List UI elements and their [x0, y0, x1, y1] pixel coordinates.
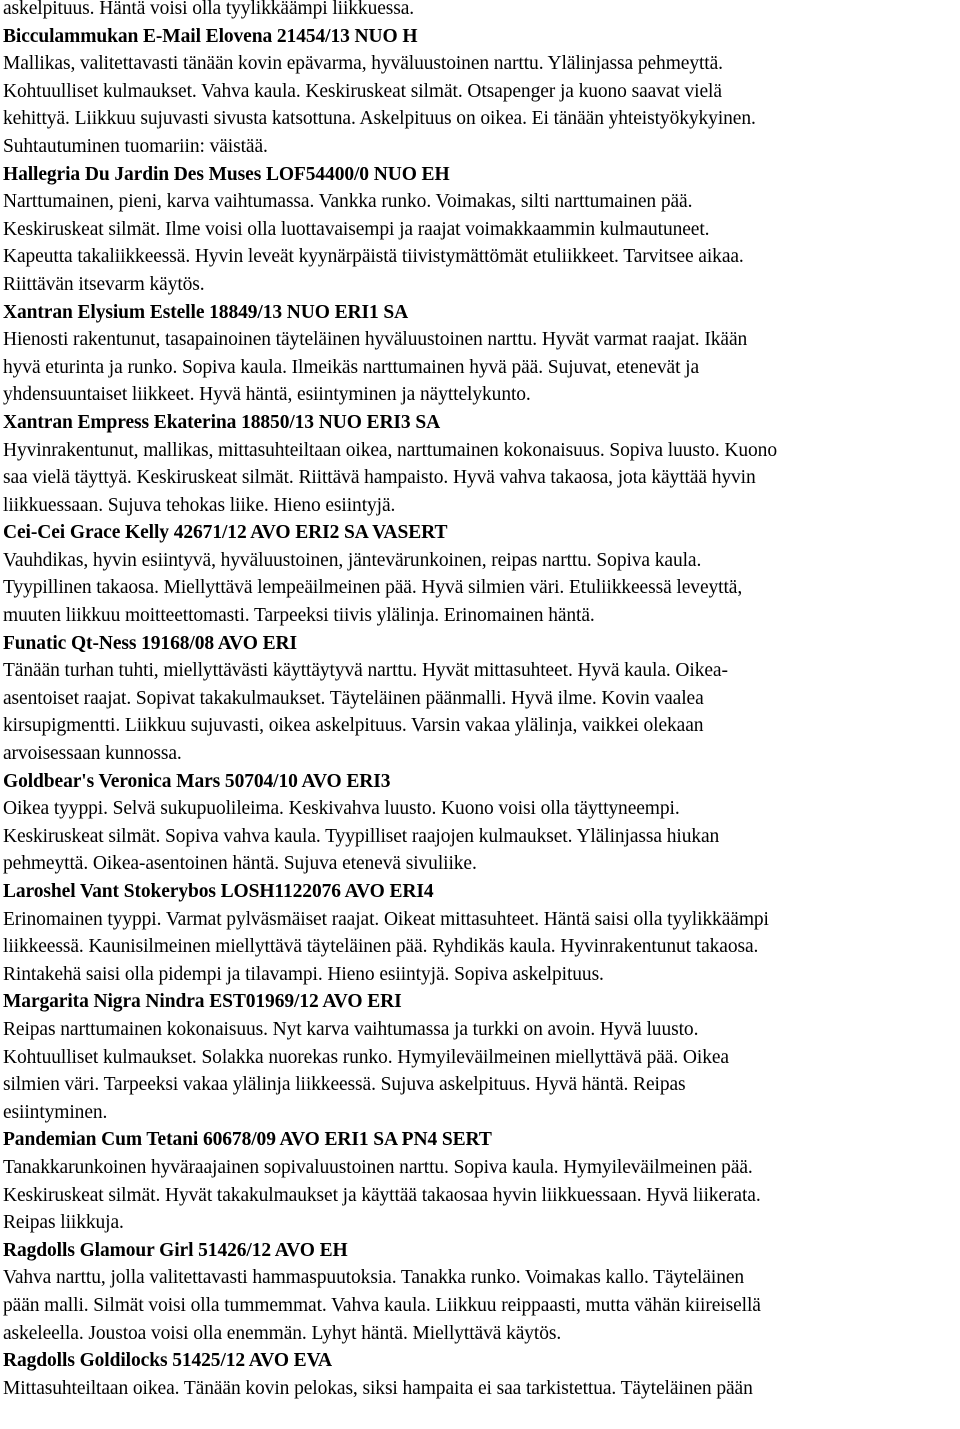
entry-heading: Xantran Empress Ekaterina 18850/13 NUO ERI3 SA	[3, 411, 441, 433]
text-line: asentoiset raajat. Sopivat takakulmaukset. Täyteläinen päänmalli. Hyvä ilme. Kovin vaalea	[3, 687, 704, 709]
text-line: pään malli. Silmät voisi olla tummemmat. Vahva kaula. Liikkuu reippaasti, mutta vähän kiireisellä	[3, 1294, 761, 1316]
text-line: Riittävän itsevarm käytös.	[3, 273, 205, 295]
text-line: Kohtuulliset kulmaukset. Solakka nuorekas runko. Hymyileväilmeinen miellyttävä pää. Oikea	[3, 1046, 729, 1068]
text-line: Keskiruskeat silmät. Ilme voisi olla luottavaisempi ja raajat voimakkaammin kulmautuneet.	[3, 218, 710, 240]
entry-heading: Goldbear's Veronica Mars 50704/10 AVO ERI3	[3, 770, 391, 792]
text-line: Kohtuulliset kulmaukset. Vahva kaula. Keskiruskeat silmät. Otsapenger ja kuono saavat vielä	[3, 80, 722, 102]
entry-heading: Laroshel Vant Stokerybos LOSH1122076 AVO ERI4	[3, 881, 434, 902]
text-line: Suhtautuminen tuomariin: väistää.	[3, 135, 268, 157]
text-line: Keskiruskeat silmät. Hyvät takakulmaukset ja käyttää takaosaa hyvin liikkuessaan. Hyvä liikerata.	[3, 1184, 761, 1206]
text-line: silmien väri. Tarpeeksi vakaa ylälinja liikkeessä. Sujuva askelpituus. Hyvä häntä. Reipas	[3, 1074, 686, 1096]
text-line: Vahva narttu, jolla valitettavasti hammaspuutoksia. Tanakka runko. Voimakas kallo. Täyteläinen	[3, 1267, 745, 1289]
entry-heading: Funatic Qt-Ness 19168/08 AVO ERI	[3, 632, 297, 654]
text-line: Vauhdikas, hyvin esiintyvä, hyväluustoinen, jäntevärunkoinen, reipas narttu. Sopiva kaula.	[3, 549, 702, 571]
text-line: Narttumainen, pieni, karva vaihtumassa. Vankka runko. Voimakas, silti narttumainen pää.	[3, 191, 693, 213]
text-line: askeleella. Joustoa voisi olla enemmän. Lyhyt häntä. Miellyttävä käytös.	[3, 1322, 562, 1344]
text-line: hyvä eturinta ja runko. Sopiva kaula. Ilmeikäs narttumainen hyvä pää. Sujuvat, etenevät ja	[3, 356, 700, 378]
text-line: Rintakehä saisi olla pidempi ja tilavampi. Hieno esiintyjä. Sopiva askelpituus.	[3, 963, 604, 985]
entry-heading: Ragdolls Goldilocks 51425/12 AVO EVA	[3, 1350, 333, 1372]
text-line: pehmeyttä. Oikea-asentoinen häntä. Sujuva etenevä sivuliike.	[3, 853, 477, 875]
text-line: Reipas liikkuja.	[3, 1212, 124, 1234]
text-line: arvoisessaan kunnossa.	[3, 743, 182, 765]
entry-heading: Pandemian Cum Tetani 60678/09 AVO ERI1 SA PN4 SERT	[3, 1129, 492, 1151]
text-line: Oikea tyyppi. Selvä sukupuolileima. Keskivahva luusto. Kuono voisi olla täyttyneempi.	[3, 798, 680, 820]
text-line: esiintyminen.	[3, 1101, 108, 1123]
text-line: yhdensuuntaiset liikkeet. Hyvä häntä, esiintyminen ja näyttelykunto.	[3, 384, 531, 406]
text-line: kehittyä. Liikkuu sujuvasti sivusta katsottuna. Askelpituus on oikea. Ei tänään yhteistyökykyinen.	[3, 108, 756, 130]
text-line: Kapeutta takaliikkeessä. Hyvin leveät kyynärpäistä tiivistymättömät etuliikkeet. Tarvitsee aikaa.	[3, 246, 744, 268]
entry-heading: Hallegria Du Jardin Des Muses LOF54400/0 NUO EH	[3, 163, 450, 185]
text-line: Tanakkarunkoinen hyväraajainen sopivaluustoinen narttu. Sopiva kaula. Hymyileväilmeinen pää.	[3, 1156, 753, 1178]
text-line: Mallikas, valitettavasti tänään kovin epävarma, hyväluustoinen narttu. Ylälinjassa pehmeyttä.	[3, 53, 723, 75]
text-line: liikkuessaan. Sujuva tehokas liike. Hieno esiintyjä.	[3, 494, 396, 516]
text-line: askelpituus. Häntä voisi olla tyylikkäämpi liikkuessa.	[3, 0, 415, 19]
text-line: Hyvinrakentunut, mallikas, mittasuhteiltaan oikea, narttumainen kokonaisuus. Sopiva luusto. Kuono	[3, 439, 777, 461]
text-line: Tyypillinen takaosa. Miellyttävä lempeäilmeinen pää. Hyvä silmien väri. Etuliikkeessä leveyttä,	[3, 577, 743, 599]
text-line: kirsupigmentti. Liikkuu sujuvasti, oikea askelpituus. Varsin vakaa ylälinja, vaikkei olekaan	[3, 715, 704, 737]
entry-heading: Xantran Elysium Estelle 18849/13 NUO ERI1 SA	[3, 301, 409, 323]
entry-heading: Cei-Cei Grace Kelly 42671/12 AVO ERI2 SA VASERT	[3, 522, 448, 544]
text-line: Erinomainen tyyppi. Varmat pylväsmäiset raajat. Oikeat mittasuhteet. Häntä saisi olla tyylikkäämpi	[3, 908, 769, 930]
entry-heading: Margarita Nigra Nindra EST01969/12 AVO ERI	[3, 991, 402, 1013]
text-line: Reipas narttumainen kokonaisuus. Nyt karva vaihtumassa ja turkki on avoin. Hyvä luusto.	[3, 1018, 699, 1040]
text-line: Tänään turhan tuhti, miellyttävästi käyttäytyvä narttu. Hyvät mittasuhteet. Hyvä kaula. Oikea-	[3, 660, 728, 682]
text-line: saa vielä täyttyä. Keskiruskeat silmät. Riittävä hampaisto. Hyvä vahva takaosa, jota käyttää hyvin	[3, 467, 756, 489]
text-line: Keskiruskeat silmät. Sopiva vahva kaula. Tyypilliset raajojen kulmaukset. Ylälinjassa hiukan	[3, 825, 720, 847]
entry-heading: Ragdolls Glamour Girl 51426/12 AVO EH	[3, 1239, 348, 1261]
text-line: muuten liikkuu moitteettomasti. Tarpeeksi tiivis ylälinja. Erinomainen häntä.	[3, 605, 595, 627]
text-line: liikkeessä. Kaunisilmeinen miellyttävä täyteläinen pää. Ryhdikäs kaula. Hyvinrakentunut takaosa.	[3, 936, 759, 958]
text-line: Mittasuhteiltaan oikea. Tänään kovin pelokas, siksi hampaita ei saa tarkistettua. Täyteläinen pään	[3, 1377, 753, 1399]
text-line: Hienosti rakentunut, tasapainoinen täyteläinen hyväluustoinen narttu. Hyvät varmat raajat. Ikään	[3, 329, 748, 351]
entry-heading: Bicculammukan E-Mail Elovena 21454/13 NUO H	[3, 25, 418, 47]
